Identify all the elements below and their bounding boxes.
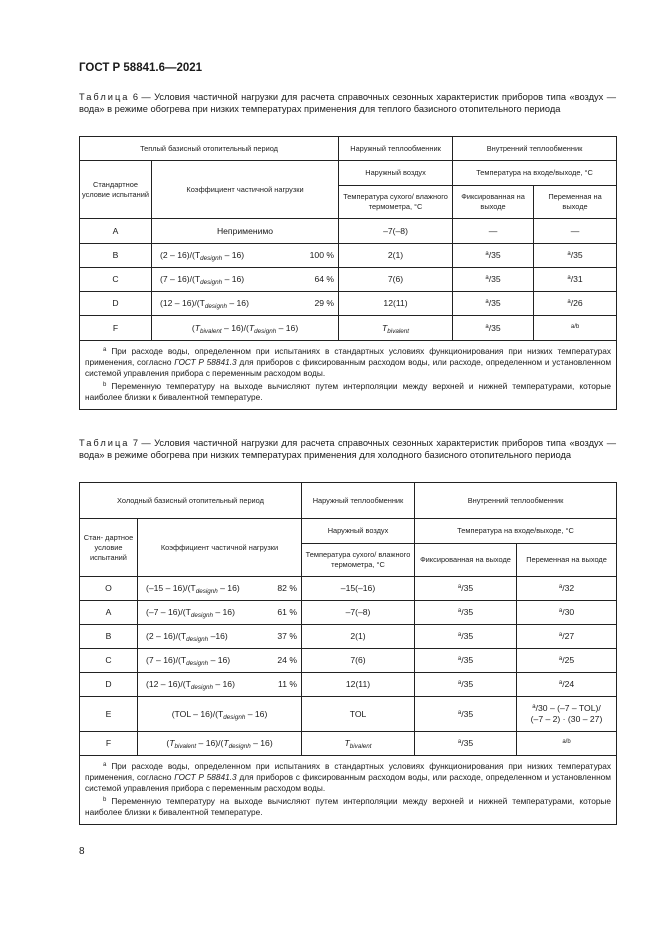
t7-row-a-var: $^a$/30	[517, 601, 617, 625]
t7-row-b-pct: 37 %	[262, 625, 302, 649]
t7-row-o-var: $^a$/32	[517, 577, 617, 601]
t6-head-temp-inout: Температура на входе/выходе, °C	[453, 161, 617, 186]
table6-caption-text: 6 — Условия частичной нагрузки для расчета справочных сезонных характеристик приборов типа «воздух — вода» в режиме обогрева при низких температурах применения для теплого базисного отопительного периода	[79, 92, 616, 114]
t7-row-a-fix: $^a$/35	[415, 601, 517, 625]
t6-notes	[80, 341, 617, 410]
t6-row-b-air: 2(1)	[339, 244, 453, 268]
t7-note-a-reference: ГОСТ Р 58841.3	[174, 772, 237, 782]
t6-row-d-air: 12(11)	[339, 292, 453, 316]
t7-row-f-cond: F	[80, 732, 138, 756]
t6-row-f-var: a/b	[534, 316, 617, 341]
t6-row-d-cond: D	[80, 292, 152, 316]
table6	[79, 136, 617, 410]
t6-row-c-var: $^a$/31	[534, 268, 617, 292]
t7-row-b-coef: $(2 - 16)/(T_{designh}$ –16)	[138, 625, 262, 649]
t7-row-d-cond: D	[80, 673, 138, 697]
table-row	[80, 697, 617, 732]
t6-row-a-cond: A	[80, 219, 152, 244]
table-row	[80, 625, 617, 649]
table-row	[80, 673, 617, 697]
t6-head-dry-wet: Температура сухого/ влажного термометра, °C	[339, 186, 453, 219]
t7-row-o-pct: 82 %	[262, 577, 302, 601]
t7-row-a-cond: A	[80, 601, 138, 625]
table7-label: Таблица	[79, 438, 130, 448]
t7-row-o-air: –15(–16)	[302, 577, 415, 601]
t6-note-b: $^b$ Переменную температуру на выходе вычисляют путем интерполяции между верхней и нижней температурами, которые наиболее близки к бивалентной температуре.	[85, 381, 612, 402]
t7-row-c-cond: C	[80, 649, 138, 673]
t7-head-outdoor-hx: Наружный теплообменник	[302, 483, 415, 519]
t6-row-d-pct: 29 %	[295, 292, 339, 316]
t7-head-indoor-hx: Внутренний теплообменник	[415, 483, 617, 519]
t7-row-a-air: –7(–8)	[302, 601, 415, 625]
t7-row-d-pct: 11 %	[262, 673, 302, 697]
t7-head-condition: Стан- дартное условие испытаний	[80, 519, 138, 577]
t6-row-b-coef: $(2 - 16)/(T_{designh} - 16)$	[152, 244, 295, 268]
t7-row-e-coef: $(TOL - 16)/(T_{designh} - 16)$	[138, 697, 302, 732]
t6-row-c-fix: $^a$/35	[453, 268, 534, 292]
t7-row-e-var: $^a$/30 – (–7 – TOL)/ (–7 – 2) · (30 – 27)	[517, 697, 617, 732]
t6-head-variable-out: Переменная на выходе	[534, 186, 617, 219]
t6-row-d-fix: $^a$/35	[453, 292, 534, 316]
t7-head-coef: Коэффициент частичной нагрузки	[138, 519, 302, 577]
t6-note-a: $^a$ При расходе воды, определенном при испытаниях в стандартных условиях функционирования при низких температурах применения, согласно ГОСТ Р 58841.3 для приборов с фиксированным расходом воды, или расходе, определенном и установленном системой управления прибора с переменным расходом воды.	[85, 346, 612, 378]
t6-head-period: Теплый базисный отопительный период	[80, 137, 339, 161]
t6-head-condition: Стандартное условие испытаний	[80, 161, 152, 219]
t7-row-e-fix: $^a$/35	[415, 697, 517, 732]
t6-row-c-air: 7(6)	[339, 268, 453, 292]
table-row	[80, 268, 617, 292]
table-row	[80, 316, 617, 341]
t7-head-period: Холодный базисный отопительный период	[80, 483, 302, 519]
t6-row-f-fix: $^a$/35	[453, 316, 534, 341]
table-row	[80, 244, 617, 268]
t6-row-f-coef: $(T_{bivalent} - 16)/(T_{designh} - 16)$	[152, 316, 339, 341]
table6-caption	[79, 91, 616, 115]
t6-row-d-var: $^a$/26	[534, 292, 617, 316]
t6-head-indoor-hx: Внутренний теплообменник	[453, 137, 617, 161]
t6-row-b-cond: B	[80, 244, 152, 268]
t7-row-d-air: 12(11)	[302, 673, 415, 697]
t6-head-coef: Коэффициент частичной нагрузки	[152, 161, 339, 219]
t7-row-d-var: $^a$/24	[517, 673, 617, 697]
table7-caption-text: 7 — Условия частичной нагрузки для расчета справочных сезонных характеристик приборов типа «воздух — вода» в режиме обогрева при низких температурах применения для холодного базисного отопительного периода	[79, 438, 616, 460]
t7-head-variable-out: Переменная на выходе	[517, 544, 617, 577]
t7-row-o-cond: O	[80, 577, 138, 601]
t6-row-f-cond: F	[80, 316, 152, 341]
t7-row-d-fix: $^a$/35	[415, 673, 517, 697]
t7-head-dry-wet: Температура сухого/ влажного термометра, °C	[302, 544, 415, 577]
t7-row-c-air: 7(6)	[302, 649, 415, 673]
table-row	[80, 649, 617, 673]
t7-row-a-coef: $(-7 - 16)/(T_{designh} - 16)$	[138, 601, 262, 625]
table-row	[80, 292, 617, 316]
t7-note-a: $^a$ При расходе воды, определенном при испытаниях в стандартных условиях функционирования при низких температурах применения, согласно ГОСТ Р 58841.3 для приборов с фиксированным расходом воды, или расходе, определенном и установленном системой управления прибора с переменным расходом воды.	[85, 761, 612, 793]
t7-row-b-fix: $^a$/35	[415, 625, 517, 649]
t7-row-f-var: a/b	[517, 732, 617, 756]
t7-row-d-coef: $(12 - 16)/(T_{designh} - 16)$	[138, 673, 262, 697]
t7-notes	[80, 756, 617, 825]
t7-row-b-air: 2(1)	[302, 625, 415, 649]
t6-row-d-coef: $(12 - 16)/(T_{designh} - 16)$	[152, 292, 295, 316]
t6-row-b-fix: $^a$/35	[453, 244, 534, 268]
t7-row-o-coef: $(-15 - 16)/(T_{designh} - 16)$	[138, 577, 262, 601]
t7-row-c-fix: $^a$/35	[415, 649, 517, 673]
t6-row-f-air: $T_{bivalent}$	[339, 316, 453, 341]
t7-row-o-fix: $^a$/35	[415, 577, 517, 601]
t6-row-b-var: $^a$/35	[534, 244, 617, 268]
t6-head-outdoor-hx: Наружный теплообменник	[339, 137, 453, 161]
table7	[79, 482, 617, 825]
t7-note-b: $^b$ Переменную температуру на выходе вычисляют путем интерполяции между верхней и нижней температурами, которые наиболее близки к бивалентной температуре.	[85, 796, 612, 817]
table-row	[80, 732, 617, 756]
document-title: ГОСТ Р 58841.6—2021	[79, 62, 203, 74]
t7-head-fixed-out: Фиксированная на выходе	[415, 544, 517, 577]
t7-row-b-var: $^a$/27	[517, 625, 617, 649]
t6-row-c-coef: $(7 - 16)/(T_{designh} - 16)$	[152, 268, 295, 292]
t6-head-fixed-out: Фиксированная на выходе	[453, 186, 534, 219]
table-row	[80, 601, 617, 625]
t6-row-a-var: —	[534, 219, 617, 244]
t6-row-c-pct: 64 %	[295, 268, 339, 292]
t7-head-outdoor-air: Наружный воздух	[302, 519, 415, 544]
t6-row-c-cond: C	[80, 268, 152, 292]
table-row	[80, 577, 617, 601]
t7-row-c-coef: $(7 - 16)/(T_{designh} - 16)$	[138, 649, 262, 673]
t6-row-a-coef: Неприменимо	[152, 219, 339, 244]
t7-row-e-cond: E	[80, 697, 138, 732]
t7-row-c-var: $^a$/25	[517, 649, 617, 673]
t7-row-b-cond: B	[80, 625, 138, 649]
t7-head-temp-inout: Температура на входе/выходе, °C	[415, 519, 617, 544]
page-number: 8	[79, 846, 85, 857]
table-row	[80, 219, 617, 244]
t7-row-f-coef: $(T_{bivalent} - 16)/(T_{designh} - 16)$	[138, 732, 302, 756]
t7-row-f-fix: $^a$/35	[415, 732, 517, 756]
t7-row-e-air: TOL	[302, 697, 415, 732]
t6-row-a-fix: —	[453, 219, 534, 244]
t6-row-b-pct: 100 %	[295, 244, 339, 268]
table7-caption	[79, 437, 616, 461]
table6-label: Таблица	[79, 92, 130, 102]
t6-row-a-air: –7(–8)	[339, 219, 453, 244]
t6-note-a-reference: ГОСТ Р 58841.3	[174, 357, 237, 367]
t7-row-f-air: $T_{bivalent}$	[302, 732, 415, 756]
t7-row-c-pct: 24 %	[262, 649, 302, 673]
t7-row-a-pct: 61 %	[262, 601, 302, 625]
t6-head-outdoor-air: Наружный воздух	[339, 161, 453, 186]
